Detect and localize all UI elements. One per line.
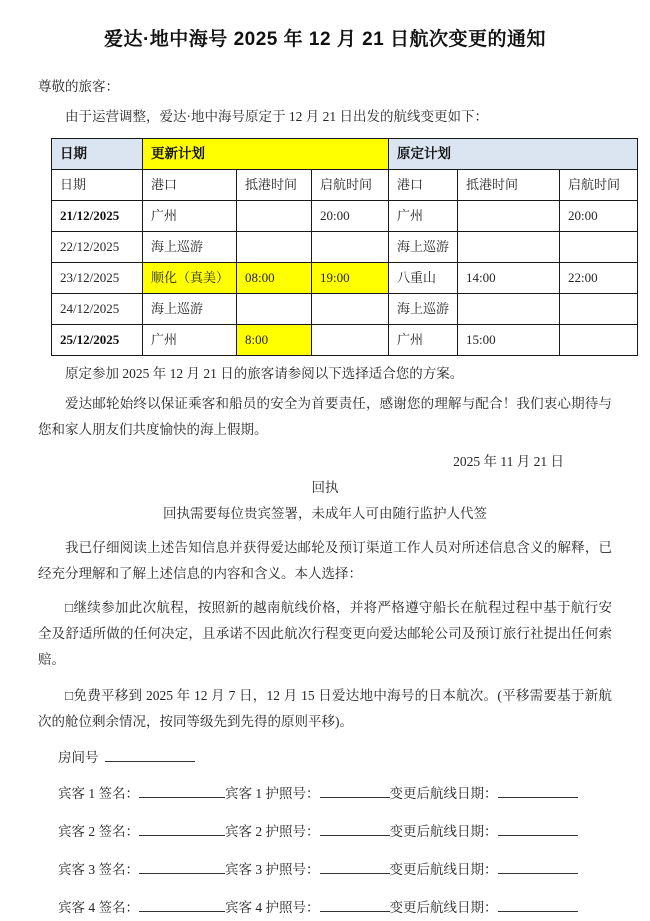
- issue-date: 2025 年 11 月 21 日: [453, 454, 564, 469]
- table-row: [52, 294, 638, 325]
- guest-1-passport-label: 宾客 1 护照号：: [225, 786, 320, 801]
- checkbox-continue-option[interactable]: □: [65, 600, 74, 615]
- table-cell: 海上巡游: [389, 294, 458, 325]
- signature-row: [58, 895, 612, 921]
- option-transfer-text: 免费平移到 2025 年 12 月 7 日，12 月 15 日爱达地中海号的日本航次。(平移需要基于新航次的舱位剩余情况，按同等级先到先得的原则平移)。: [38, 688, 613, 729]
- itinerary-table: [51, 138, 638, 356]
- header-updated-plan: 更新计划: [143, 139, 389, 170]
- table-subheader-row: [52, 170, 638, 201]
- table-cell: [458, 232, 560, 263]
- guest-2-passport-label: 宾客 2 护照号：: [225, 824, 320, 839]
- table-cell: [312, 294, 389, 325]
- intro-paragraph: 由于运营调整，爱达·地中海号原定于 12 月 21 日出发的航线变更如下：: [65, 109, 488, 124]
- header-date-group: 日期: [52, 139, 143, 170]
- guest-3-signature-field[interactable]: [139, 859, 225, 874]
- subheader-new-arrival: 抵港时间: [237, 170, 312, 201]
- table-cell: 25/12/2025: [52, 325, 143, 356]
- table-cell: 15:00: [458, 325, 560, 356]
- table-cell: 八重山: [389, 263, 458, 294]
- table-cell: 22:00: [560, 263, 638, 294]
- table-row: [52, 232, 638, 263]
- signature-row: [58, 781, 612, 807]
- table-row: [52, 325, 638, 356]
- guest-3-signature-label: 宾客 3 签名：: [58, 862, 139, 877]
- table-cell: 海上巡游: [143, 294, 237, 325]
- table-cell: 海上巡游: [143, 232, 237, 263]
- thanks-paragraph: 爱达邮轮始终以保证乘客和船员的安全为首要责任，感谢您的理解与配合！我们衷心期待与您和家人朋友们共度愉快的海上假期。: [38, 396, 612, 437]
- signature-row: [58, 857, 612, 883]
- table-cell: [237, 201, 312, 232]
- guest-4-new-date-label: 变更后航线日期：: [389, 900, 498, 915]
- guest-4-new-date-field[interactable]: [498, 897, 578, 912]
- guest-4-passport-label: 宾客 4 护照号：: [225, 900, 320, 915]
- guest-4-passport-field[interactable]: [320, 897, 390, 912]
- option-continue: [38, 595, 612, 673]
- table-cell: [560, 325, 638, 356]
- subheader-old-departure: 启航时间: [560, 170, 638, 201]
- guest-3-new-date-field[interactable]: [498, 859, 578, 874]
- table-cell: [458, 201, 560, 232]
- guest-1-new-date-label: 变更后航线日期：: [389, 786, 498, 801]
- table-cell: [560, 232, 638, 263]
- guest-1-signature-field[interactable]: [139, 783, 225, 798]
- room-number-field[interactable]: [105, 747, 195, 762]
- table-cell: [237, 232, 312, 263]
- table-cell: [237, 294, 312, 325]
- table-cell: 广州: [389, 201, 458, 232]
- table-cell: 22/12/2025: [52, 232, 143, 263]
- salutation: 尊敬的旅客：: [38, 79, 119, 94]
- table-cell: 08:00: [237, 263, 312, 294]
- table-cell: 顺化（真美）: [143, 263, 237, 294]
- option-continue-text: 继续参加此次航程，按照新的越南航线价格，并将严格遵守船长在航程过程中基于航行安全及舒适所做的任何决定，且承诺不因此航次行程变更向爱达邮轮公司及预订旅行社提出任何索赔。: [38, 600, 613, 667]
- table-group-header-row: [52, 139, 638, 170]
- table-cell: 14:00: [458, 263, 560, 294]
- table-row: [52, 201, 638, 232]
- guest-1-signature-label: 宾客 1 签名：: [58, 786, 139, 801]
- guest-1-passport-field[interactable]: [320, 783, 390, 798]
- confirmation-paragraph: 我已仔细阅读上述告知信息并获得爱达邮轮及预订渠道工作人员对所述信息含义的解释，已经充分理解和了解上述信息的内容和含义。本人选择：: [38, 540, 612, 581]
- room-number-label: 房间号: [58, 750, 99, 765]
- table-cell: 20:00: [560, 201, 638, 232]
- table-cell: 20:00: [312, 201, 389, 232]
- table-cell: 海上巡游: [389, 232, 458, 263]
- signature-row: [58, 819, 612, 845]
- table-cell: [312, 325, 389, 356]
- subheader-date: 日期: [52, 170, 143, 201]
- subheader-old-arrival: 抵港时间: [458, 170, 560, 201]
- table-cell: 21/12/2025: [52, 201, 143, 232]
- document-title: 爱达·地中海号 2025 年 12 月 21 日航次变更的通知: [103, 29, 547, 50]
- table-cell: 广州: [143, 201, 237, 232]
- subheader-new-departure: 启航时间: [312, 170, 389, 201]
- guest-2-passport-field[interactable]: [320, 821, 390, 836]
- guest-2-new-date-field[interactable]: [498, 821, 578, 836]
- room-number-line: [58, 745, 612, 771]
- guest-3-new-date-label: 变更后航线日期：: [389, 862, 498, 877]
- guest-1-new-date-field[interactable]: [498, 783, 578, 798]
- table-cell: 广州: [143, 325, 237, 356]
- guest-2-signature-field[interactable]: [139, 821, 225, 836]
- subheader-new-port: 港口: [143, 170, 237, 201]
- table-row: [52, 263, 638, 294]
- header-original-plan: 原定计划: [389, 139, 638, 170]
- option-transfer: [38, 683, 612, 735]
- table-cell: 8:00: [237, 325, 312, 356]
- table-cell: 23/12/2025: [52, 263, 143, 294]
- table-cell: 24/12/2025: [52, 294, 143, 325]
- guest-3-passport-label: 宾客 3 护照号：: [225, 862, 320, 877]
- checkbox-transfer-option[interactable]: □: [65, 688, 74, 703]
- receipt-title: 回执: [311, 480, 339, 495]
- guest-2-new-date-label: 变更后航线日期：: [389, 824, 498, 839]
- table-cell: [560, 294, 638, 325]
- table-cell: 19:00: [312, 263, 389, 294]
- guest-3-passport-field[interactable]: [320, 859, 390, 874]
- guest-4-signature-label: 宾客 4 签名：: [58, 900, 139, 915]
- guest-4-signature-field[interactable]: [139, 897, 225, 912]
- after-table-paragraph: 原定参加 2025 年 12 月 21 日的旅客请参阅以下选择适合您的方案。: [65, 366, 464, 381]
- table-cell: 广州: [389, 325, 458, 356]
- table-cell: [312, 232, 389, 263]
- receipt-note: 回执需要每位贵宾签署，未成年人可由随行监护人代签: [163, 506, 487, 521]
- guest-2-signature-label: 宾客 2 签名：: [58, 824, 139, 839]
- subheader-old-port: 港口: [389, 170, 458, 201]
- table-cell: [458, 294, 560, 325]
